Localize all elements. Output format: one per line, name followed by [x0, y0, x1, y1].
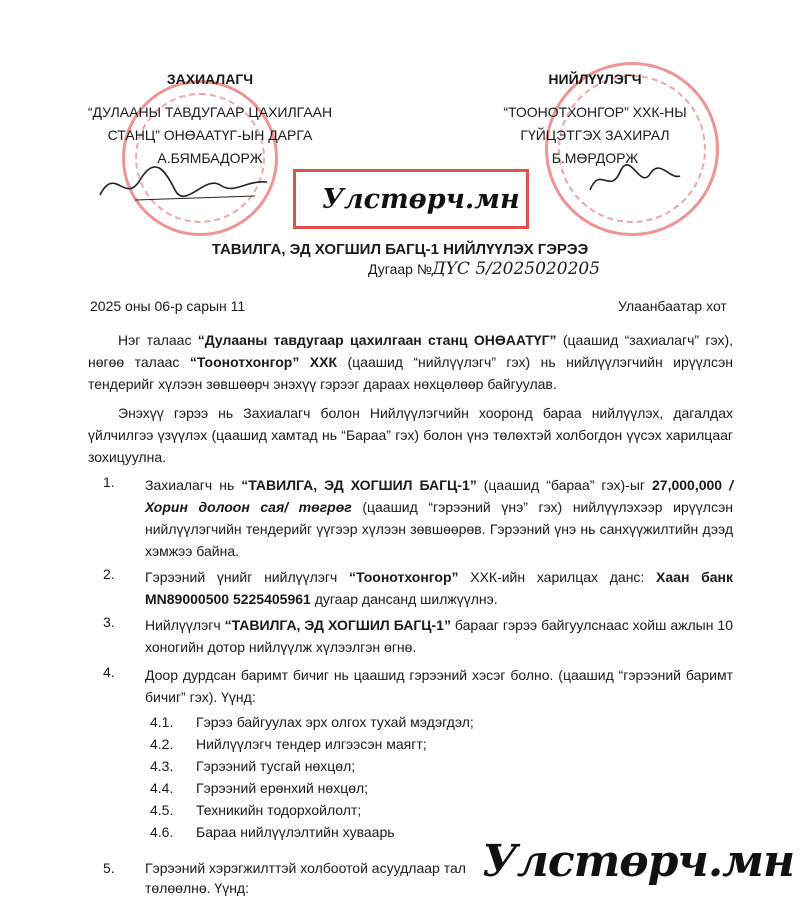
customer-block [60, 68, 360, 170]
customer-org-line1: “ДУЛААНЫ ТАВДУГААР ЦАХИЛГААН [87, 104, 333, 120]
watermark-bottom-text: Улстөрч.мн [482, 836, 795, 887]
supplier-role: НИЙЛҮҮЛЭГЧ [548, 71, 642, 87]
supplier-org-line2: ГҮЙЦЭТГЭХ ЗАХИРАЛ [520, 127, 670, 143]
contract-number [368, 259, 600, 279]
contract-city: Улаанбаатар хот [618, 298, 727, 314]
item-5-line1: Гэрээний хэрэгжилттэй холбоотой асуудлаар тал [145, 860, 466, 876]
supplier-signature [585, 160, 685, 200]
item-4-text: Доор дурдсан баримт бичиг нь цаашид гэрээний хэсэг болно. (цаашид “гэрээний баримт бичиг” гэх). Үүнд: [145, 667, 733, 705]
supplier-name: Б.МӨРДОРЖ [551, 150, 639, 166]
supplier-org-line1: “ТООНОТХОНГОР” ХХК-НЫ [503, 104, 687, 120]
item-3-number: 3. [103, 614, 115, 630]
contract-date: 2025 оны 06-р сарын 11 [90, 298, 246, 314]
scope-paragraph: Энэхүү гэрээ нь Захиалагч болон Нийлүүлэгчийн хооронд бараа нийлүүлэх, дагалдах үйлчилгээ үзүүлэх (цаашид хамтад нь “Бараа” гэх) болон үнэ төлөхтэй холбогдон үүсэх харилцааг зохицуулна. [88, 405, 733, 465]
number-value: ДҮС 5/2025020205 [431, 259, 601, 279]
watermark-bottom [474, 832, 796, 898]
item-2-text: Гэрээний үнийг нийлүүлэгч “Тоонотхонгор” ХХК-ийн харилцах данс: Хаан банк MN89000500 5225405961 дугаар дансанд шилжүүлнэ. [145, 569, 734, 607]
customer-name: А.БЯМБАДОРЖ [157, 150, 263, 166]
item-1-text: Захиалагч нь “ТАВИЛГА, ЭД ХОГШИЛ БАГЦ-1” (цаашид “бараа” гэх)-ыг 27,000,000 /Хорин долоон сая/ төгрөг (цаашид “гэрээний үнэ” гэх) нийлүүлэхээр ирүүлсэн нийлүүлэгчийн тендерийг үүгээр хүлээн зөвшөөрөв. Гэрээний үнэ нь санхүүжилтийн дээд хэмжээ байна. [145, 477, 733, 559]
number-label: Дугаар № [368, 261, 432, 277]
customer-role: ЗАХИАЛАГЧ [166, 71, 254, 87]
intro-paragraph: Нэг талаас “Дулааны тавдугаар цахилгаан станц ОНӨААТҮГ” (цаашид “захиалагч” гэх), нөгөө талаас “Тоонотхонгор” ХХК (цаашид “нийлүүлэгч” гэх) нь нийлүүлэгчийн ирүүлсэн тендерийг хүлээн зөвшөөрч энэхүү гэрээг дараах нөхцөлөөр байгуулав. [88, 332, 734, 392]
item-1-number: 1. [103, 474, 115, 490]
watermark-text: Улстөрч.мн [322, 184, 520, 215]
item-5-number: 5. [103, 860, 115, 876]
customer-signature [95, 160, 275, 210]
supplier-block [470, 68, 720, 170]
item-4-number: 4. [103, 664, 115, 680]
item-5-line2: төлөөлнө. Үүнд: [145, 880, 249, 896]
contract-title: ТАВИЛГА, ЭД ХОГШИЛ БАГЦ-1 НИЙЛҮҮЛЭХ ГЭРЭЭ [211, 241, 589, 258]
watermark-box [293, 169, 529, 229]
customer-org-line2: СТАНЦ” ОНӨААТҮГ-ЫН ДАРГА [107, 127, 313, 143]
item-2-number: 2. [103, 566, 115, 582]
item-3-text: Нийлүүлэгч “ТАВИЛГА, ЭД ХОГШИЛ БАГЦ-1” барааг гэрээ байгуулснаас хойш ажлын 10 хоногийн дотор нийлүүлж хүлээлгэн өгнө. [145, 617, 733, 655]
